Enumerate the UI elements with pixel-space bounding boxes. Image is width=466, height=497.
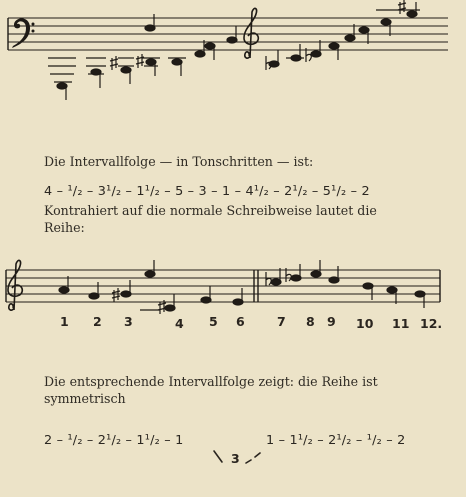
note-number-1: 1 bbox=[60, 314, 69, 329]
note-number-12: 12. bbox=[420, 316, 443, 331]
paragraph-kontrahiert-line2: Reihe: bbox=[44, 220, 85, 235]
note-number-11: 11 bbox=[392, 316, 410, 331]
music-staff-1 bbox=[0, 0, 466, 112]
note-number-5: 5 bbox=[209, 314, 218, 329]
symmetry-center-number: 3 bbox=[231, 451, 240, 466]
treble-clef-icon bbox=[8, 260, 22, 310]
paragraph-kontrahiert-line1: Kontrahiert auf die normale Schreibweise lautet die bbox=[44, 203, 377, 218]
note-number-2: 2 bbox=[93, 314, 102, 329]
note-number-8: 8 bbox=[306, 314, 315, 329]
interval-sequence-2-right: 1 – 1¹/₂ – 2¹/₂ – ¹/₂ – 2 bbox=[266, 433, 406, 448]
note-number-6: 6 bbox=[236, 314, 245, 329]
note-number-10: 10 bbox=[356, 316, 374, 331]
paragraph-symmetrisch-line2: symmetrisch bbox=[44, 391, 126, 406]
note-number-4: 4 bbox=[175, 316, 184, 331]
interval-sequence-2-left: 2 – ¹/₂ – 2¹/₂ – 1¹/₂ – 1 bbox=[44, 433, 184, 448]
staff-2-notes bbox=[59, 260, 425, 314]
paragraph-intervallfolge: Die Intervallfolge — in Tonschritten — ist: bbox=[44, 154, 314, 169]
note-number-7: 7 bbox=[277, 314, 286, 329]
interval-sequence-1: 4 – ¹/₂ – 3¹/₂ – 1¹/₂ – 5 – 3 – 1 – 4¹/₂ – 2¹/₂ – 5¹/₂ – 2 bbox=[44, 184, 370, 199]
treble-clef-icon bbox=[244, 8, 258, 58]
note-number-3: 3 bbox=[124, 314, 133, 329]
note-number-9: 9 bbox=[327, 314, 336, 329]
paragraph-symmetrisch-line1: Die entsprechende Intervallfolge zeigt: die Reihe ist bbox=[44, 374, 378, 389]
bass-clef-icon bbox=[12, 18, 35, 48]
